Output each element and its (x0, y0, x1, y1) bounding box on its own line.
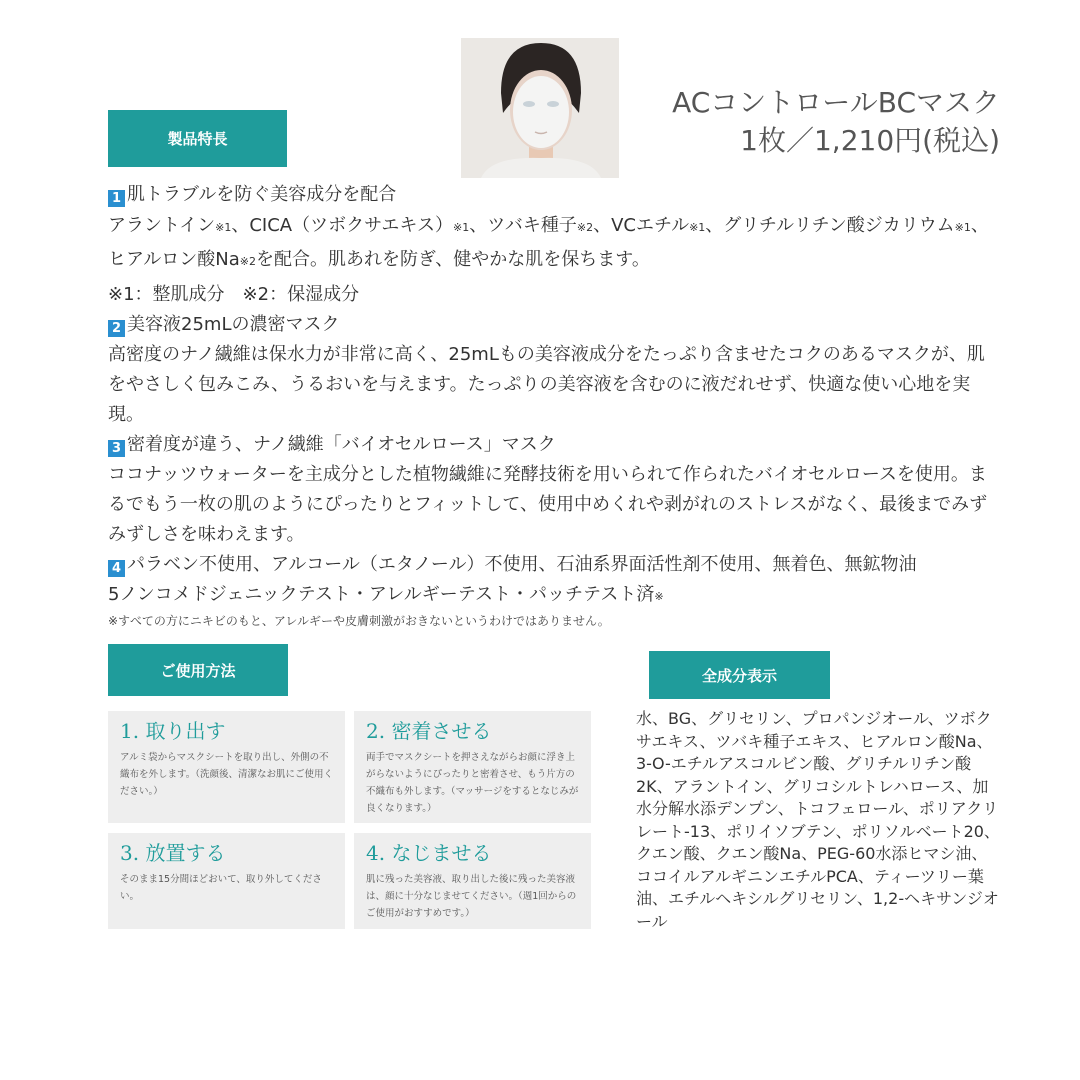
feature-1-heading (108, 180, 998, 210)
feature-3-heading (108, 430, 998, 460)
text-fragment: 、ヒアルロン酸Na (108, 215, 989, 270)
text-fragment: 、CICA（ツボクサエキス） (231, 215, 454, 236)
feature-2-heading (108, 310, 998, 340)
footnote-mark: ※1 (954, 221, 971, 234)
disclaimer: ※すべての方にニキビのもと、アレルギーや皮膚刺激がおきないというわけではありません。 (108, 614, 610, 628)
usage-step-4 (354, 833, 591, 929)
feature-1-title: 肌トラブルを防ぐ美容成分を配合 (127, 184, 397, 205)
usage-badge: ご使用方法 (108, 644, 288, 696)
feature-2-title: 美容液25mLの濃密マスク (127, 314, 340, 335)
text-fragment: を配合。肌あれを防ぎ、健やかな肌を保ちます。 (256, 249, 650, 270)
features-badge: 製品特長 (108, 110, 287, 167)
usage-step-2 (354, 711, 591, 823)
text-fragment: 、グリチルリチン酸ジカリウム (705, 215, 955, 236)
feature-4-line2 (108, 580, 998, 612)
feature-3-body: ココナッツウォーターを主成分とした植物繊維に発酵技術を用いられて作られたバイオセルロースを使用。まるでもう一枚の肌のようにぴったりとフィットして、使用中めくれや剥がれのストレスがなく、最後までみずみずしさを味わえます。 (108, 464, 988, 545)
feature-4-heading (108, 550, 998, 580)
number-4-badge: 4 (108, 560, 125, 577)
footnote-mark: ※1 (453, 221, 470, 234)
number-3-badge: 3 (108, 440, 125, 457)
step-title: 1. 取り出す (120, 719, 226, 743)
feature-1-notes: ※1：整肌成分 ※2：保湿成分 (108, 284, 360, 305)
step-title: 2. 密着させる (366, 719, 492, 743)
footnote-mark: ※2 (576, 221, 594, 234)
footnote-mark: ※2 (239, 255, 256, 268)
product-name: ACコントロールBCマスク (672, 86, 1000, 119)
text-fragment: 、ツバキ種子 (469, 215, 577, 236)
step-description: 両手でマスクシートを押さえながらお顔に浮き上がらないようにぴったりと密着させ、もう片方の不織布も外します。（マッサージをするとなじみが良くなります。） (366, 752, 579, 814)
step-description: アルミ袋からマスクシートを取り出し、外側の不織布を外します。（洗顔後、清潔なお肌にご使用ください。） (120, 752, 333, 797)
product-model-photo (461, 38, 619, 178)
product-title-block (672, 84, 1000, 160)
step-title: 3. 放置する (120, 841, 226, 865)
ingredients-badge: 全成分表示 (649, 651, 830, 699)
ingredients-list: 水、BG、グリセリン、プロパンジオール、ツボクサエキス、ツバキ種子エキス、ヒアルロン酸Na、3-O-エチルアスコルビン酸、グリチルリチン酸2K、アラントイン、グリコシルトレハロース、加水分解水添デンプン、トコフェロール、ポリアクリレート-13、ポリイソブテン、ポリソルベート20、クエン酸、クエン酸Na、PEG-60水添ヒマシ油、ココイルアルギニンエチルPCA、ティーツリー葉油、エチルヘキシルグリセリン、1,2-ヘキサンジオール (636, 709, 1000, 931)
usage-step-3 (108, 833, 345, 929)
step-title: 4. なじませる (366, 841, 492, 865)
feature-4-title: パラベン不使用、アルコール（エタノール）不使用、石油系界面活性剤不使用、無着色、無鉱物油 (127, 554, 917, 575)
text-fragment: 、VCエチル (593, 215, 690, 236)
footnote-mark: ※1 (215, 221, 232, 234)
step-description: 肌に残った美容液、取り出した後に残った美容液は、顔に十分なじませてください。（週1回からのご使用がおすすめです。） (366, 874, 577, 919)
feature-2-body: 高密度のナノ繊維は保水力が非常に高く、25mLもの美容液成分をたっぷり含ませたコクのあるマスクが、肌をやさしく包みこみ、うるおいを与えます。たっぷりの美容液を含むのに液だれせず、快適な使い心地を実現。 (108, 344, 985, 425)
feature-3-title: 密着度が違う、ナノ繊維「バイオセルロース」マスク (127, 434, 556, 455)
usage-step-1 (108, 711, 345, 823)
text-fragment: アラントイン (108, 215, 216, 236)
number-1-badge: 1 (108, 190, 125, 207)
step-description: そのまま15分間ほどおいて、取り外してください。 (120, 874, 322, 902)
product-price: 1枚／1,210円(税込) (740, 124, 1000, 157)
features-section (108, 180, 998, 612)
feature-4-tests: 5ノンコメドジェニックテスト・アレルギーテスト・パッチテスト済 (108, 584, 655, 605)
feature-1-body (108, 210, 998, 278)
number-2-badge: 2 (108, 320, 125, 337)
footnote-mark: ※ (654, 590, 664, 603)
face-mask-illustration (461, 38, 619, 178)
footnote-mark: ※1 (689, 221, 706, 234)
